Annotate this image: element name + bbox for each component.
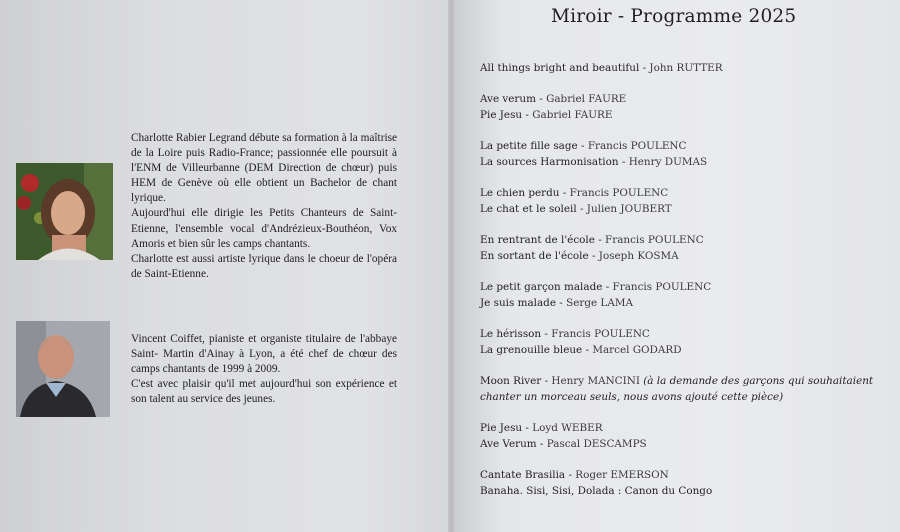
composer: Henry MANCINI (551, 375, 640, 387)
composer: Gabriel FAURE (532, 109, 613, 121)
composer: Francis POULENC (605, 234, 704, 246)
bio-vincent (131, 332, 397, 407)
programme-item: All things bright and beautiful - John RUTTER (480, 62, 723, 74)
programme-group (480, 326, 892, 358)
piece-title: All things bright and beautiful (480, 62, 640, 74)
programme-item: Le petit garçon malade - Francis POULENC (480, 281, 712, 293)
bio-paragraph: Charlotte est aussi artiste lyrique dans le choeur de l'opéra de Saint-Etienne. (131, 252, 397, 280)
composer: Francis POULENC (612, 281, 712, 293)
composer: Francis POULENC (551, 328, 650, 340)
composer: Francis POULENC (587, 140, 687, 152)
programme-group (480, 91, 892, 123)
programme-item: Cantate Brasilia - Roger EMERSON (480, 469, 669, 481)
composer: Marcel GODARD (592, 344, 682, 356)
programme-item: Pie Jesu - Gabriel FAURE (480, 109, 613, 121)
composer: Gabriel FAURE (546, 93, 627, 105)
programme-group (480, 60, 892, 76)
programme-group (480, 420, 892, 452)
piece-title: Ave Verum (480, 438, 537, 450)
piece-title: Banaha. Sisi, Sisi, Dolada : Canon du Congo (480, 485, 713, 497)
programme-item: Ave verum - Gabriel FAURE (480, 93, 627, 105)
programme-item: La grenouille bleue - Marcel GODARD (480, 344, 682, 356)
programme-item: Moon River - Henry MANCINI (à la demande des garçons qui souhaitaient chanter un morceau seuls, nous avons ajouté cette pièce) (480, 375, 874, 403)
programme-item: La sources Harmonisation - Henry DUMAS (480, 156, 708, 168)
programme-item: Le chat et le soleil - Julien JOUBERT (480, 203, 672, 215)
piece-title: En rentrant de l'école (480, 234, 595, 246)
programme-group (480, 279, 892, 311)
piece-title: Je suis malade (480, 297, 556, 309)
programme-item: Le hérisson - Francis POULENC (480, 328, 650, 340)
programme-note: (à la demande des garçons qui souhaitaient chanter un morceau seuls, nous avons ajouté cette pièce) (480, 375, 874, 403)
programme-item: En rentrant de l'école - Francis POULENC (480, 234, 704, 246)
programme-group (480, 467, 892, 499)
piece-title: Moon River (480, 375, 542, 387)
piece-title: Ave verum (480, 93, 536, 105)
composer: Pascal DESCAMPS (546, 438, 647, 450)
piece-title: En sortant de l'école (480, 250, 589, 262)
composer: Joseph KOSMA (598, 250, 679, 262)
programme-item: Ave Verum - Pascal DESCAMPS (480, 438, 647, 450)
programme-group (480, 373, 892, 405)
programme-group (480, 138, 892, 170)
portrait-man-icon (16, 321, 110, 417)
booklet-fold (448, 0, 456, 532)
programme-item: Le chien perdu - Francis POULENC (480, 187, 669, 199)
piece-title: Pie Jesu (480, 109, 523, 121)
piece-title: Cantate Brasilia (480, 469, 566, 481)
piece-title: La petite fille sage (480, 140, 578, 152)
piece-title: Le petit garçon malade (480, 281, 603, 293)
bio-paragraph: Aujourd'hui elle dirigie les Petits Chanteurs de Saint-Etienne, l'ensemble vocal d'Andrézieux-Bouthéon, Vox Amoris et bien sûr les camps chantants. (131, 207, 397, 250)
composer: Loyd WEBER (532, 422, 603, 434)
portrait-woman-icon (16, 163, 113, 260)
programme-group (480, 185, 892, 217)
piece-title: Le chien perdu (480, 187, 560, 199)
bio-paragraph: Charlotte Rabier Legrand débute sa formation à la maîtrise de la Loire puis Radio-France; passionnée elle poursuit à l'ENM de Villeurbanne (DEM Direction de chœur) puis HEM de Genève où elle obtient un Bachelor de chant lyrique. (131, 132, 398, 205)
composer: Francis POULENC (569, 187, 669, 199)
programme-title: Miroir - Programme 2025 (551, 6, 797, 27)
piece-title: La sources Harmonisation (480, 156, 619, 168)
programme-item: Pie Jesu - Loyd WEBER (480, 422, 603, 434)
programme-item (480, 483, 892, 499)
piece-title: Le chat et le soleil (480, 203, 577, 215)
bio-paragraph: C'est avec plaisir qu'il met aujourd'hui son expérience et son talent au service des jeunes. (131, 378, 397, 406)
piece-title: Pie Jesu (480, 422, 523, 434)
piece-title: La grenouille bleue (480, 344, 583, 356)
composer: Serge LAMA (566, 297, 633, 309)
composer: Roger EMERSON (575, 469, 669, 481)
programme-item: Je suis malade - Serge LAMA (480, 297, 633, 309)
programme-item: La petite fille sage - Francis POULENC (480, 140, 687, 152)
bio-paragraph: Vincent Coiffet, pianiste et organiste titulaire de l'abbaye Saint- Martin d'Ainay à Lyon, a été chef de chœur des camps chantants de 1999 à 2009. (131, 333, 397, 376)
composer: Henry DUMAS (628, 156, 708, 168)
bio-charlotte (131, 131, 397, 282)
piece-title: Le hérisson (480, 328, 542, 340)
programme-group (480, 232, 892, 264)
programme-item: En sortant de l'école - Joseph KOSMA (480, 250, 679, 262)
programme-list (480, 60, 892, 514)
composer: John RUTTER (649, 62, 723, 74)
composer: Julien JOUBERT (586, 203, 672, 215)
